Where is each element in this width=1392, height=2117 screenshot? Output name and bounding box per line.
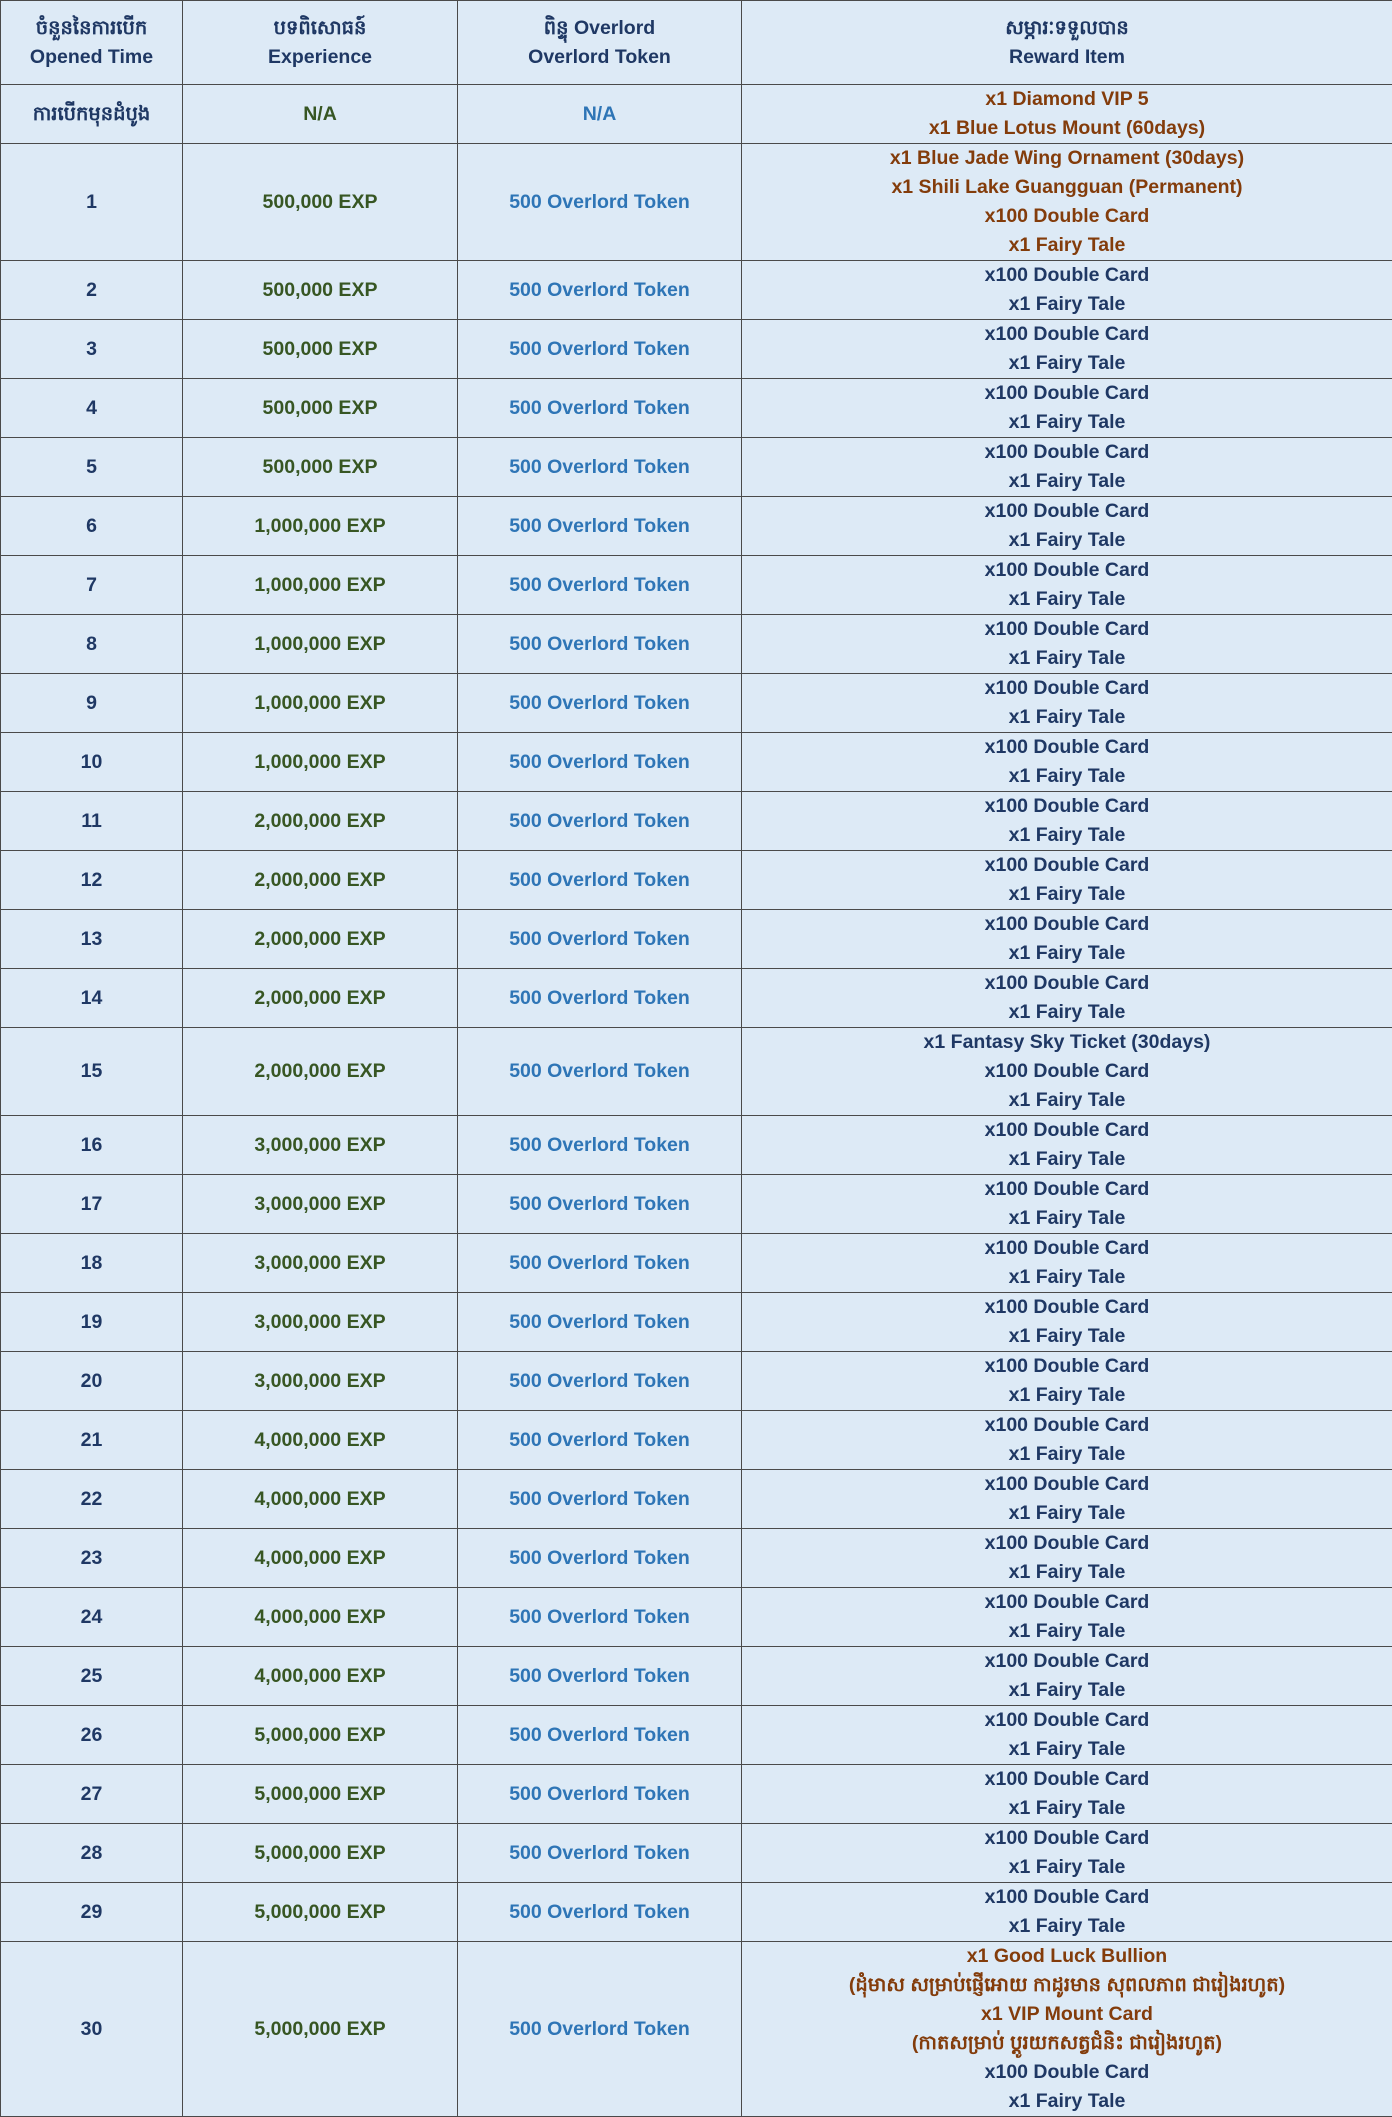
header-time-km: ចំនួននៃការបើក [7,14,176,43]
reward-line: x100 Double Card [748,792,1386,821]
opened-time-cell: 28 [1,1824,183,1883]
reward-line: x1 Diamond VIP 5 [748,85,1386,114]
table-row [1,615,1392,674]
opened-time-cell: 4 [1,379,183,438]
experience-cell: 1,000,000 EXP [183,733,458,792]
reward-line: x1 Fairy Tale [748,1794,1386,1823]
opened-time-cell: 25 [1,1647,183,1706]
opened-time-cell: 1 [1,144,183,261]
reward-line: x1 Fairy Tale [748,1853,1386,1882]
overlord-token-cell: 500 Overlord Token [458,792,742,851]
reward-line: x100 Double Card [748,1470,1386,1499]
overlord-token-cell: 500 Overlord Token [458,910,742,969]
table-row [1,497,1392,556]
reward-line: x1 Fairy Tale [748,526,1386,555]
reward-line: x100 Double Card [748,1352,1386,1381]
overlord-token-cell: 500 Overlord Token [458,1175,742,1234]
reward-item-cell [742,1470,1392,1529]
reward-line: (ដុំមាស សម្រាប់ផ្ញើអោយ កាដូរមាន សុពលភាព ជារៀងរហូត) [748,1971,1386,2000]
reward-item-cell [742,1706,1392,1765]
reward-line: x1 Fairy Tale [748,1617,1386,1646]
reward-line: x100 Double Card [748,1116,1386,1145]
reward-line: x100 Double Card [748,1529,1386,1558]
reward-line: x100 Double Card [748,497,1386,526]
table-row [1,674,1392,733]
experience-cell: 3,000,000 EXP [183,1175,458,1234]
reward-line: x1 Fairy Tale [748,408,1386,437]
reward-item-cell [742,615,1392,674]
experience-cell: 500,000 EXP [183,144,458,261]
reward-line: x1 Good Luck Bullion [748,1942,1386,1971]
opened-time-cell: 14 [1,969,183,1028]
reward-line: x100 Double Card [748,1057,1386,1086]
experience-cell: 500,000 EXP [183,320,458,379]
reward-line: x1 Fairy Tale [748,1381,1386,1410]
overlord-token-cell: 500 Overlord Token [458,1529,742,1588]
table-row [1,1824,1392,1883]
header-time-en: Opened Time [7,43,176,72]
opened-time-cell: 2 [1,261,183,320]
overlord-token-cell: 500 Overlord Token [458,1470,742,1529]
overlord-token-cell: 500 Overlord Token [458,1116,742,1175]
reward-item-cell [742,1116,1392,1175]
table-row [1,379,1392,438]
reward-line: x1 Fairy Tale [748,1086,1386,1115]
opened-time-cell: 19 [1,1293,183,1352]
opened-time-cell: 27 [1,1765,183,1824]
reward-line: x1 Fairy Tale [748,290,1386,319]
table-row [1,556,1392,615]
experience-cell: 500,000 EXP [183,261,458,320]
header-reward-en: Reward Item [748,43,1386,72]
reward-line: x1 Fairy Tale [748,1912,1386,1941]
opened-time-cell: ការបើកមុនដំបូង [1,85,183,144]
table-row [1,1883,1392,1942]
reward-line: x1 Fairy Tale [748,1558,1386,1587]
reward-item-cell [742,851,1392,910]
opened-time-cell: 21 [1,1411,183,1470]
reward-line: x1 Fairy Tale [748,644,1386,673]
opened-time-cell: 18 [1,1234,183,1293]
overlord-token-cell: 500 Overlord Token [458,1588,742,1647]
reward-item-cell [742,497,1392,556]
reward-item-cell [742,1765,1392,1824]
table-row [1,1352,1392,1411]
table-row [1,85,1392,144]
reward-line: x1 Shili Lake Guangguan (Permanent) [748,173,1386,202]
reward-line: x100 Double Card [748,1765,1386,1794]
opened-time-cell: 12 [1,851,183,910]
overlord-token-cell: 500 Overlord Token [458,1411,742,1470]
table-row [1,1765,1392,1824]
experience-cell: 2,000,000 EXP [183,910,458,969]
overlord-token-cell: 500 Overlord Token [458,1765,742,1824]
reward-item-cell [742,1588,1392,1647]
experience-cell: 500,000 EXP [183,438,458,497]
experience-cell: 5,000,000 EXP [183,1765,458,1824]
reward-line: x100 Double Card [748,1293,1386,1322]
reward-line: x100 Double Card [748,261,1386,290]
opened-time-cell: 9 [1,674,183,733]
reward-item-cell [742,910,1392,969]
reward-line: x1 Fairy Tale [748,349,1386,378]
table-row [1,1588,1392,1647]
reward-line: x1 Fairy Tale [748,762,1386,791]
reward-line: x100 Double Card [748,615,1386,644]
header-reward-km: សម្ភារៈទទួលបាន [748,14,1386,43]
reward-line: x100 Double Card [748,2058,1386,2087]
opened-time-cell: 26 [1,1706,183,1765]
reward-line: x100 Double Card [748,1883,1386,1912]
overlord-token-cell: 500 Overlord Token [458,1028,742,1116]
overlord-token-cell: 500 Overlord Token [458,379,742,438]
header-exp-km: បទពិសោធន៍ [189,14,451,43]
reward-line: x100 Double Card [748,1647,1386,1676]
header-experience [183,1,458,85]
overlord-token-cell: 500 Overlord Token [458,674,742,733]
table-row [1,792,1392,851]
reward-line: x1 Fairy Tale [748,1676,1386,1705]
reward-item-cell [742,438,1392,497]
table-row [1,320,1392,379]
reward-item-cell [742,85,1392,144]
overlord-token-cell: 500 Overlord Token [458,1883,742,1942]
opened-time-cell: 30 [1,1942,183,2117]
table-row [1,144,1392,261]
reward-line: x1 Fairy Tale [748,880,1386,909]
table-body [1,85,1392,2117]
reward-line: x100 Double Card [748,674,1386,703]
table-row [1,1706,1392,1765]
reward-line: x100 Double Card [748,910,1386,939]
table-row [1,1411,1392,1470]
experience-cell: 3,000,000 EXP [183,1116,458,1175]
opened-time-cell: 20 [1,1352,183,1411]
reward-line: x1 Fairy Tale [748,1440,1386,1469]
table-row [1,1116,1392,1175]
table-row [1,261,1392,320]
overlord-token-cell: 500 Overlord Token [458,615,742,674]
reward-line: x1 Fairy Tale [748,1735,1386,1764]
reward-line: x100 Double Card [748,1824,1386,1853]
table-row [1,910,1392,969]
reward-item-cell [742,1028,1392,1116]
table-row [1,1942,1392,2117]
overlord-token-cell: 500 Overlord Token [458,733,742,792]
overlord-token-cell: 500 Overlord Token [458,144,742,261]
experience-cell: 4,000,000 EXP [183,1529,458,1588]
reward-item-cell [742,1352,1392,1411]
table-row [1,1175,1392,1234]
reward-line: x100 Double Card [748,1588,1386,1617]
reward-line: x100 Double Card [748,320,1386,349]
overlord-token-cell: 500 Overlord Token [458,1352,742,1411]
experience-cell: 3,000,000 EXP [183,1293,458,1352]
table-row [1,1647,1392,1706]
reward-line: x1 Blue Jade Wing Ornament (30days) [748,144,1386,173]
overlord-token-cell: N/A [458,85,742,144]
reward-line: x100 Double Card [748,379,1386,408]
opened-time-cell: 17 [1,1175,183,1234]
table-row [1,1028,1392,1116]
reward-item-cell [742,1942,1392,2117]
reward-line: x1 Fairy Tale [748,1145,1386,1174]
reward-item-cell [742,320,1392,379]
reward-line: x1 Fairy Tale [748,939,1386,968]
reward-line: x1 Fairy Tale [748,998,1386,1027]
experience-cell: 4,000,000 EXP [183,1411,458,1470]
reward-item-cell [742,969,1392,1028]
reward-line: x100 Double Card [748,556,1386,585]
experience-cell: 2,000,000 EXP [183,851,458,910]
reward-line: x100 Double Card [748,1234,1386,1263]
reward-item-cell [742,1824,1392,1883]
reward-item-cell [742,792,1392,851]
reward-item-cell [742,1234,1392,1293]
opened-time-cell: 5 [1,438,183,497]
reward-item-cell [742,556,1392,615]
experience-cell: 5,000,000 EXP [183,1883,458,1942]
experience-cell: 500,000 EXP [183,379,458,438]
opened-time-cell: 8 [1,615,183,674]
reward-item-cell [742,144,1392,261]
opened-time-cell: 11 [1,792,183,851]
experience-cell: 5,000,000 EXP [183,1706,458,1765]
reward-line: x100 Double Card [748,202,1386,231]
reward-line: x1 Fairy Tale [748,1322,1386,1351]
reward-line: x100 Double Card [748,969,1386,998]
overlord-token-cell: 500 Overlord Token [458,1293,742,1352]
opened-time-cell: 15 [1,1028,183,1116]
reward-line: x1 Fairy Tale [748,703,1386,732]
reward-item-cell [742,1529,1392,1588]
reward-line: x100 Double Card [748,438,1386,467]
experience-cell: 3,000,000 EXP [183,1234,458,1293]
overlord-token-cell: 500 Overlord Token [458,1824,742,1883]
experience-cell: 3,000,000 EXP [183,1352,458,1411]
header-exp-en: Experience [189,43,451,72]
overlord-token-cell: 500 Overlord Token [458,556,742,615]
table-row [1,969,1392,1028]
opened-time-cell: 23 [1,1529,183,1588]
opened-time-cell: 22 [1,1470,183,1529]
table-row [1,1529,1392,1588]
experience-cell: 1,000,000 EXP [183,615,458,674]
reward-line: x1 Fairy Tale [748,1263,1386,1292]
reward-line: x1 Fairy Tale [748,1499,1386,1528]
experience-cell: 2,000,000 EXP [183,792,458,851]
reward-line: x100 Double Card [748,1706,1386,1735]
table-row [1,1234,1392,1293]
reward-line: x1 Fantasy Sky Ticket (30days) [748,1028,1386,1057]
experience-cell: 2,000,000 EXP [183,1028,458,1116]
overlord-token-cell: 500 Overlord Token [458,851,742,910]
header-token-km: ពិន្ទុ Overlord [464,14,735,43]
overlord-token-cell: 500 Overlord Token [458,438,742,497]
experience-cell: 4,000,000 EXP [183,1470,458,1529]
reward-item-cell [742,261,1392,320]
overlord-token-cell: 500 Overlord Token [458,1234,742,1293]
overlord-token-cell: 500 Overlord Token [458,969,742,1028]
table-row [1,1470,1392,1529]
header-overlord-token [458,1,742,85]
reward-item-cell [742,1293,1392,1352]
header-reward-item [742,1,1392,85]
reward-line: x1 Blue Lotus Mount (60days) [748,114,1386,143]
table-row [1,438,1392,497]
experience-cell: N/A [183,85,458,144]
experience-cell: 5,000,000 EXP [183,1942,458,2117]
opened-time-cell: 10 [1,733,183,792]
opened-time-cell: 29 [1,1883,183,1942]
header-row [1,1,1392,85]
experience-cell: 4,000,000 EXP [183,1588,458,1647]
header-opened-time [1,1,183,85]
opened-time-cell: 7 [1,556,183,615]
reward-item-cell [742,1647,1392,1706]
overlord-token-cell: 500 Overlord Token [458,1706,742,1765]
reward-item-cell [742,1883,1392,1942]
opened-time-cell: 24 [1,1588,183,1647]
reward-item-cell [742,379,1392,438]
overlord-token-cell: 500 Overlord Token [458,261,742,320]
opened-time-cell: 6 [1,497,183,556]
reward-line: x1 Fairy Tale [748,1204,1386,1233]
overlord-token-cell: 500 Overlord Token [458,320,742,379]
experience-cell: 1,000,000 EXP [183,674,458,733]
table-row [1,733,1392,792]
experience-cell: 1,000,000 EXP [183,497,458,556]
reward-item-cell [742,674,1392,733]
overlord-token-cell: 500 Overlord Token [458,497,742,556]
reward-item-cell [742,1411,1392,1470]
experience-cell: 2,000,000 EXP [183,969,458,1028]
table-row [1,1293,1392,1352]
reward-line: x100 Double Card [748,733,1386,762]
reward-line: x1 Fairy Tale [748,2087,1386,2116]
opened-time-cell: 13 [1,910,183,969]
opened-time-cell: 3 [1,320,183,379]
overlord-token-cell: 500 Overlord Token [458,1942,742,2117]
table-row [1,851,1392,910]
reward-item-cell [742,733,1392,792]
reward-line: x100 Double Card [748,851,1386,880]
experience-cell: 4,000,000 EXP [183,1647,458,1706]
reward-line: x1 Fairy Tale [748,585,1386,614]
header-token-en: Overlord Token [464,43,735,72]
overlord-token-cell: 500 Overlord Token [458,1647,742,1706]
reward-item-cell [742,1175,1392,1234]
reward-line: x100 Double Card [748,1175,1386,1204]
reward-line: x1 Fairy Tale [748,821,1386,850]
opened-time-cell: 16 [1,1116,183,1175]
reward-line: x100 Double Card [748,1411,1386,1440]
reward-line: x1 Fairy Tale [748,231,1386,260]
experience-cell: 1,000,000 EXP [183,556,458,615]
reward-line: (កាតសម្រាប់ ប្ដូរយកសត្វជំនិះ ជារៀងរហូត) [748,2029,1386,2058]
reward-line: x1 VIP Mount Card [748,2000,1386,2029]
reward-line: x1 Fairy Tale [748,467,1386,496]
experience-cell: 5,000,000 EXP [183,1824,458,1883]
